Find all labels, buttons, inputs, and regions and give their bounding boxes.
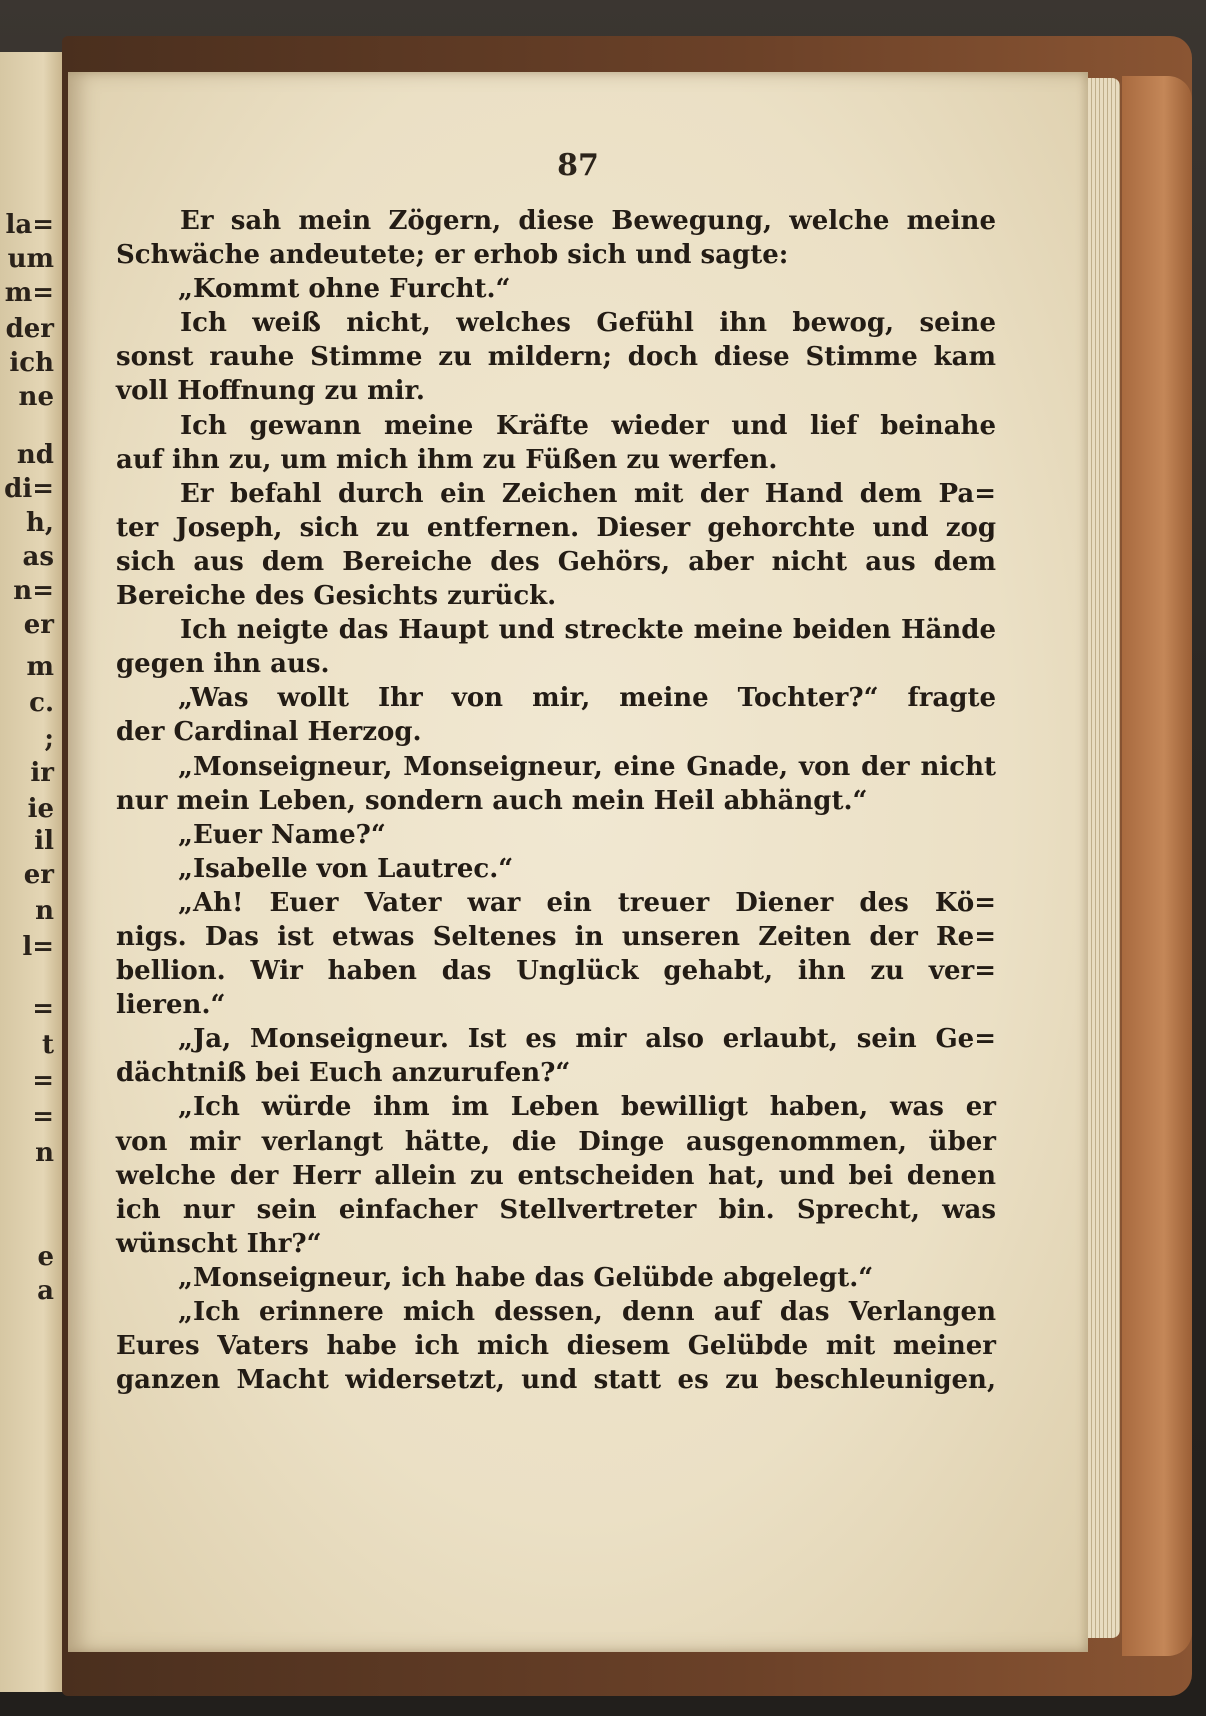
text-line xyxy=(116,784,996,818)
left-page-fragment: n= xyxy=(13,576,54,606)
left-page-fragment: um xyxy=(7,244,54,274)
text-line xyxy=(116,443,996,477)
left-page-fragment: e xyxy=(37,1242,54,1272)
left-page-fragment: ich xyxy=(9,348,54,378)
text-line xyxy=(116,1090,996,1124)
text-line-content: welche der Herr allein zu entscheiden hat, und bei denen xyxy=(116,1160,996,1191)
left-page-fragment: n xyxy=(35,1138,54,1168)
book-page xyxy=(68,72,1088,1652)
text-line xyxy=(116,818,996,852)
text-line xyxy=(116,272,996,306)
text-line-content: „Isabelle von Lautrec.“ xyxy=(178,853,514,884)
text-line-content: Eures Vaters habe ich mich diesem Gelübde mit meiner xyxy=(116,1331,996,1362)
text-line-content: dächtniß bei Euch anzurufen?“ xyxy=(116,1058,571,1089)
left-page-fragment: n xyxy=(35,896,54,926)
text-line-content: „Monseigneur, Monseigneur, eine Gnade, von der nicht xyxy=(178,751,996,782)
text-line-content: voll Hoffnung zu mir. xyxy=(116,376,425,407)
text-line-content: ich nur sein einfacher Stellvertreter bin. Sprecht, was xyxy=(116,1194,996,1225)
text-line xyxy=(116,306,996,340)
text-line xyxy=(116,1295,996,1329)
left-page-fragment: = xyxy=(32,994,54,1024)
left-page-fragment: nd xyxy=(16,440,54,470)
text-line-content: ter Joseph, sich zu entfernen. Dieser gehorchte und zog xyxy=(116,512,996,543)
text-line xyxy=(116,545,996,579)
left-facing-page xyxy=(0,52,64,1692)
left-page-fragment: ir xyxy=(30,758,54,788)
text-line xyxy=(116,1193,996,1227)
left-page-fragment: il xyxy=(34,826,54,856)
text-line-content: „Ah! Euer Vater war ein treuer Diener des Kö= xyxy=(178,887,996,918)
text-line-content: „Ja, Monseigneur. Ist es mir also erlaubt, sein Ge= xyxy=(178,1024,996,1055)
text-line xyxy=(116,340,996,374)
text-line xyxy=(116,1056,996,1090)
left-page-fragment: di= xyxy=(4,474,54,504)
text-line-content: lieren.“ xyxy=(116,990,226,1021)
text-line-content: Ich gewann meine Kräfte wieder und lief beinahe xyxy=(180,410,996,441)
text-line-content: „Kommt ohne Furcht.“ xyxy=(178,274,511,305)
left-page-fragment: t xyxy=(41,1030,54,1060)
text-line-content: Er sah mein Zögern, diese Bewegung, welche meine xyxy=(180,206,996,236)
left-page-fragment: m xyxy=(26,652,54,682)
left-page-fragment: l= xyxy=(22,932,54,962)
left-page-fragment: er xyxy=(23,610,54,640)
left-page-fragment: er xyxy=(23,860,54,890)
text-line-content: nigs. Das ist etwas Seltenes in unseren Zeiten der Re= xyxy=(116,921,996,952)
left-page-fragment: ie xyxy=(27,794,54,824)
text-line xyxy=(116,477,996,511)
text-line xyxy=(116,579,996,613)
text-line xyxy=(116,1159,996,1193)
text-line-content: von mir verlangt hätte, die Dinge ausgenommen, über xyxy=(116,1126,996,1157)
text-line xyxy=(116,1363,996,1397)
left-page-fragment: = xyxy=(32,1102,54,1132)
left-page-fragment: = xyxy=(32,1066,54,1096)
text-line xyxy=(116,238,996,272)
left-page-fragment: h, xyxy=(26,508,54,538)
text-line xyxy=(116,1261,996,1295)
left-page-fragment: la= xyxy=(5,210,54,240)
text-line xyxy=(116,409,996,443)
page-text xyxy=(116,204,996,1397)
left-page-fragment: m= xyxy=(4,278,54,308)
text-line-content: nur mein Leben, sondern auch mein Heil abhängt.“ xyxy=(116,785,868,816)
text-line xyxy=(116,920,996,954)
text-line xyxy=(116,1125,996,1159)
page-number: 87 xyxy=(557,148,599,183)
text-line-content: Schwäche andeutete; er erhob sich und sagte: xyxy=(116,240,789,271)
left-page-fragment: ne xyxy=(18,382,54,412)
text-line-content: „Monseigneur, ich habe das Gelübde abgelegt.“ xyxy=(178,1262,874,1293)
text-line-content: der Cardinal Herzog. xyxy=(116,717,422,748)
text-line-content: gegen ihn aus. xyxy=(116,649,330,680)
text-line-content: Ich neigte das Haupt und streckte meine beiden Hände xyxy=(180,615,996,646)
text-line-content: Ich weiß nicht, welches Gefühl ihn bewog, seine xyxy=(180,308,996,339)
text-line xyxy=(116,1022,996,1056)
text-line-content: bellion. Wir haben das Unglück gehabt, ihn zu ver= xyxy=(116,956,996,987)
text-line xyxy=(116,988,996,1022)
text-line xyxy=(116,954,996,988)
text-line xyxy=(116,647,996,681)
text-line-content: „Ich erinnere mich dessen, denn auf das Verlangen xyxy=(178,1297,996,1327)
left-page-fragment: c. xyxy=(29,688,54,718)
text-line-content: Er befahl durch ein Zeichen mit der Hand dem Pa= xyxy=(180,478,996,509)
text-line-content: „Ich würde ihm im Leben bewilligt haben, was er xyxy=(178,1092,996,1123)
text-line xyxy=(116,852,996,886)
text-line xyxy=(116,613,996,647)
text-line-content: sich aus dem Bereiche des Gehörs, aber nicht aus dem xyxy=(116,546,996,577)
text-line-content: ganzen Macht widersetzt, und statt es zu beschleunigen, xyxy=(116,1365,996,1396)
text-line xyxy=(116,511,996,545)
text-line-content: auf ihn zu, um mich ihm zu Füßen zu werfen. xyxy=(116,444,778,475)
text-line xyxy=(116,681,996,715)
left-page-fragment: a xyxy=(37,1276,54,1306)
text-line-content: „Was wollt Ihr von mir, meine Tochter?“ fragte xyxy=(178,683,996,714)
text-line xyxy=(116,715,996,749)
text-line-content: Bereiche des Gesichts zurück. xyxy=(116,581,557,612)
cover-edge xyxy=(1122,76,1192,1656)
text-line xyxy=(116,750,996,784)
text-line-content: sonst rauhe Stimme zu mildern; doch diese Stimme kam xyxy=(116,342,996,373)
text-line xyxy=(116,1329,996,1363)
left-page-fragment: ; xyxy=(44,724,54,754)
left-page-fragment: as xyxy=(22,542,54,572)
text-line xyxy=(116,886,996,920)
text-line-content: wünscht Ihr?“ xyxy=(116,1228,322,1259)
text-line xyxy=(116,374,996,408)
left-page-fragment: der xyxy=(5,314,54,344)
text-line-content: „Euer Name?“ xyxy=(178,819,386,850)
text-line xyxy=(116,1227,996,1261)
text-line xyxy=(116,204,996,238)
